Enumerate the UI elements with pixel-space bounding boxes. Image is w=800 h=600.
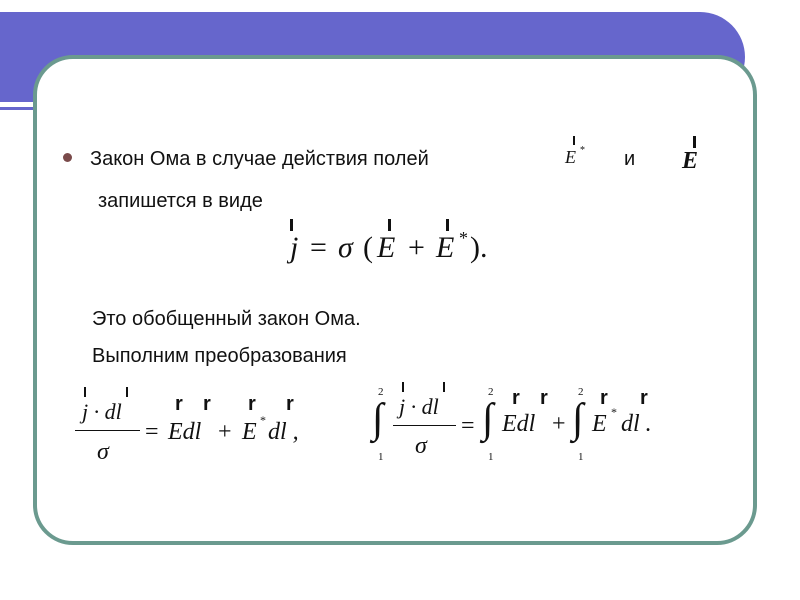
bullet-text: Закон Ома в случае действия полей: [90, 148, 429, 170]
e-field: E: [377, 231, 396, 264]
plus-sign: +: [408, 231, 425, 264]
vector-mark: r: [640, 387, 648, 409]
asterisk: *: [260, 413, 266, 427]
vector-mark: [84, 387, 86, 397]
edl-term: Edl: [168, 419, 202, 445]
upper-limit: 2: [578, 386, 584, 398]
equals-sign: =: [310, 231, 327, 264]
numerator: j · dl: [399, 394, 439, 419]
vector-mark: [290, 219, 293, 231]
asterisk: *: [459, 228, 468, 248]
e-star-dl-term: E: [242, 419, 257, 445]
vector-mark: [446, 219, 449, 231]
equals-sign: =: [461, 413, 475, 439]
field-star-asterisk: *: [580, 145, 585, 156]
close-paren-period: ).: [470, 231, 488, 264]
vector-mark: r: [540, 387, 548, 409]
dl-term: dl .: [621, 411, 652, 437]
lower-limit: 1: [488, 451, 494, 463]
asterisk: *: [611, 405, 617, 419]
field-letter: E: [682, 148, 699, 174]
fraction-line: [393, 425, 456, 426]
e-star-dl-term: E: [592, 411, 607, 437]
equals-sign: =: [145, 419, 159, 445]
edl-term: Edl: [502, 411, 536, 437]
content-frame: [33, 55, 757, 545]
vector-mark: [402, 382, 404, 392]
vector-mark: [388, 219, 391, 231]
current-density: j: [290, 231, 299, 264]
vector-mark: r: [600, 387, 608, 409]
sigma-symbol: σ: [338, 231, 353, 264]
integral-sign: ∫: [482, 396, 494, 442]
continuation-text: запишется в виде: [98, 190, 263, 212]
denominator-sigma: σ: [415, 433, 427, 459]
plus-sign: +: [218, 419, 232, 445]
vector-mark: [126, 387, 128, 397]
vector-mark: r: [512, 387, 520, 409]
bullet-icon: [63, 153, 72, 162]
denominator-sigma: σ: [97, 439, 109, 465]
vector-mark: r: [248, 393, 256, 415]
field-star-letter: E: [565, 147, 576, 167]
plus-sign: +: [552, 411, 566, 437]
vector-mark: r: [175, 393, 183, 415]
vector-mark: [443, 382, 445, 392]
vector-mark: [573, 136, 575, 145]
vector-mark: r: [286, 393, 294, 415]
integral-sign: ∫: [572, 396, 584, 442]
upper-limit: 2: [378, 386, 384, 398]
dl-term: dl ,: [268, 419, 299, 445]
open-paren: (: [363, 231, 373, 264]
lower-limit: 1: [578, 451, 584, 463]
upper-limit: 2: [488, 386, 494, 398]
transform-text: Выполним преобразования: [92, 345, 347, 367]
vector-mark: [693, 136, 696, 148]
generalized-law-text: Это обобщенный закон Ома.: [92, 308, 361, 330]
conjunction-text: и: [624, 148, 636, 170]
vector-mark: r: [203, 393, 211, 415]
numerator: j · dl: [82, 399, 122, 424]
lower-limit: 1: [378, 451, 384, 463]
fraction-line: [75, 430, 140, 431]
e-star-field: E: [436, 231, 455, 264]
integral-sign: ∫: [372, 396, 384, 442]
